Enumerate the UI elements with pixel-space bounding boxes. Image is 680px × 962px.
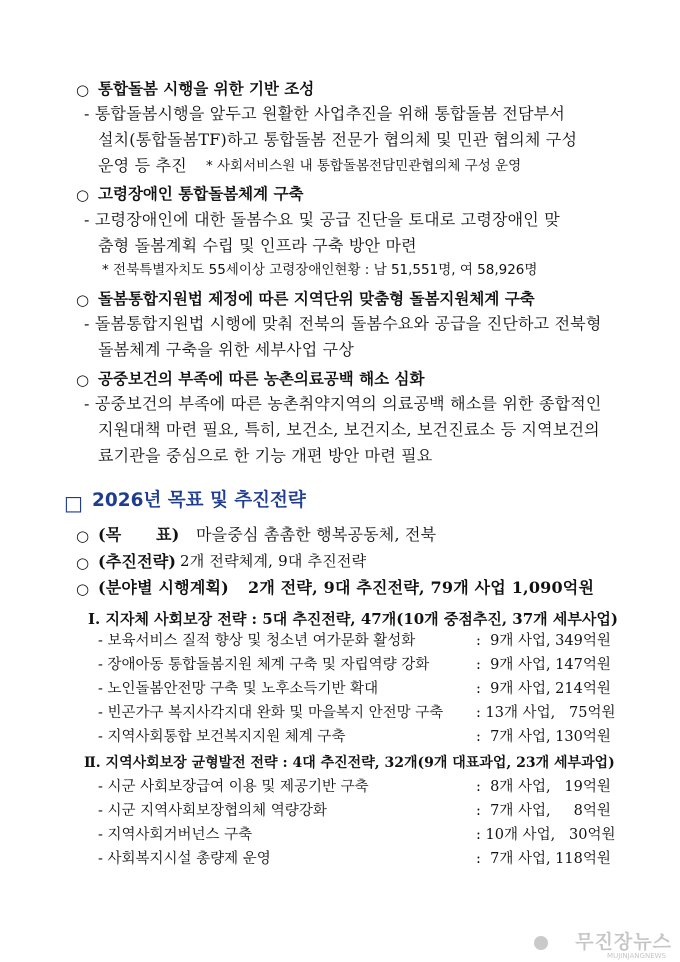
- plan-row-name: - 빈곤가구 복지사각지대 완화 및 마을복지 안전망 구축: [98, 705, 444, 721]
- plan-row-value: : 10개 사업, 30억원: [476, 827, 616, 843]
- goal-label: (목 표): [98, 525, 180, 544]
- goal-text: 마을중심 촘촘한 행복공동체, 전북: [196, 525, 437, 544]
- plan-row-name: - 노인돌봄안전망 구축 및 노후소득기반 확대: [98, 681, 379, 697]
- bullet-circle: ○: [76, 527, 90, 545]
- item-text: 료기관을 중심으로 한 기능 개편 방안 마련 필요: [98, 446, 433, 465]
- item-text: - 돌봄통합지원법 시행에 맞춰 전북의 돌봄수요와 공급을 진단하고 전북형: [84, 314, 602, 333]
- item-text: - 고령장애인에 대한 돌봄수요 및 공급 진단을 토대로 고령장애인 맞: [84, 210, 560, 229]
- plan-row-value: : 7개 사업, 8억원: [476, 803, 611, 819]
- group-header: Ⅰ. 지자체 사회보장 전략 : 5대 추진전략, 47개(10개 중점추진, 37개 세부사업): [88, 610, 618, 628]
- bullet-circle: ○: [76, 580, 90, 598]
- strategy-label: (추진전략): [98, 552, 177, 571]
- strategy-text: 2개 전략체계, 9대 추진전략: [180, 552, 367, 570]
- plan-label: (분야별 시행계획): [98, 578, 229, 597]
- plan-row-value: : 13개 사업, 75억원: [476, 705, 616, 721]
- plan-row-name: - 장애아동 통합돌봄지원 체계 구축 및 자립역량 강화: [98, 657, 430, 673]
- plan-row-name: - 사회복지시설 총량제 운영: [98, 851, 271, 867]
- item-title: 공중보건의 부족에 따른 농촌의료공백 해소 심화: [98, 370, 425, 388]
- plan-row-value: : 7개 사업, 130억원: [476, 729, 611, 745]
- watermark-logo-icon: [534, 936, 548, 950]
- plan-row-name: - 시군 지역사회보장협의체 역량강화: [98, 803, 327, 819]
- plan-row-value: : 9개 사업, 349억원: [476, 633, 611, 649]
- item-title: 고령장애인 통합돌봄체계 구축: [98, 185, 304, 203]
- bullet-circle: ○: [76, 186, 90, 204]
- item-title: 통합돌봄 시행을 위한 기반 조성: [98, 80, 315, 98]
- plan-text: 2개 전략, 9대 추진전략, 79개 사업 1,090억원: [248, 578, 595, 597]
- bullet-circle: ○: [76, 371, 90, 389]
- plan-row-value: : 8개 사업, 19억원: [476, 779, 611, 795]
- plan-row-name: - 보육서비스 질적 향상 및 청소년 여가문화 활성화: [98, 633, 416, 649]
- bullet-circle: ○: [76, 81, 90, 99]
- item-text: 설치(통합돌봄TF)하고 통합돌봄 전문가 협의체 및 민관 협의체 구성: [98, 130, 578, 149]
- bullet-circle: ○: [76, 291, 90, 309]
- group-header: Ⅱ. 지역사회보장 균형발전 전략 : 4대 추진전략, 32개(9개 대표과업, 23개 세부과업): [84, 755, 615, 771]
- plan-row-name: - 지역사회통합 보건복지지원 체계 구축: [98, 729, 346, 745]
- item-text: - 공중보건의 부족에 따른 농촌취약지역의 의료공백 해소를 위한 종합적인: [84, 394, 602, 413]
- item-text: 춤형 돌봄계획 수립 및 인프라 구축 방안 마련: [98, 236, 417, 255]
- item-text: - 통합돌봄시행을 앞두고 원활한 사업추진을 위해 통합돌봄 전담부서: [84, 104, 565, 123]
- watermark-text: 무진장뉴스: [575, 931, 672, 953]
- item-note: * 사회서비스원 내 통합돌봄전담민관협의체 구성 운영: [206, 158, 522, 174]
- plan-row-name: - 시군 사회보장급여 이용 및 제공기반 구축: [98, 779, 369, 795]
- bullet-circle: ○: [76, 554, 90, 572]
- plan-row-value: : 9개 사업, 147억원: [476, 657, 611, 673]
- plan-row-value: : 7개 사업, 118억원: [476, 851, 611, 867]
- item-title: 돌봄통합지원법 제정에 따른 지역단위 맞춤형 돌봄지원체계 구축: [98, 290, 535, 308]
- item-text: 운영 등 추진: [98, 156, 187, 175]
- plan-row-name: - 지역사회거버넌스 구축: [98, 827, 253, 843]
- item-text: 지원대책 마련 필요, 특히, 보건소, 보건지소, 보건진료소 등 지역보건의: [98, 420, 600, 439]
- watermark-subtext: MUJINJANGNEWS: [607, 952, 666, 960]
- section-title: 2026년 목표 및 추진전략: [92, 490, 306, 511]
- item-text: 돌봄체계 구축을 위한 세부사업 구상: [98, 340, 354, 359]
- item-note: * 전북특별자치도 55세이상 고령장애인현황 : 남 51,551명, 여 58,926명: [102, 262, 538, 278]
- section-marker: □: [64, 491, 83, 515]
- plan-row-value: : 9개 사업, 214억원: [476, 681, 611, 697]
